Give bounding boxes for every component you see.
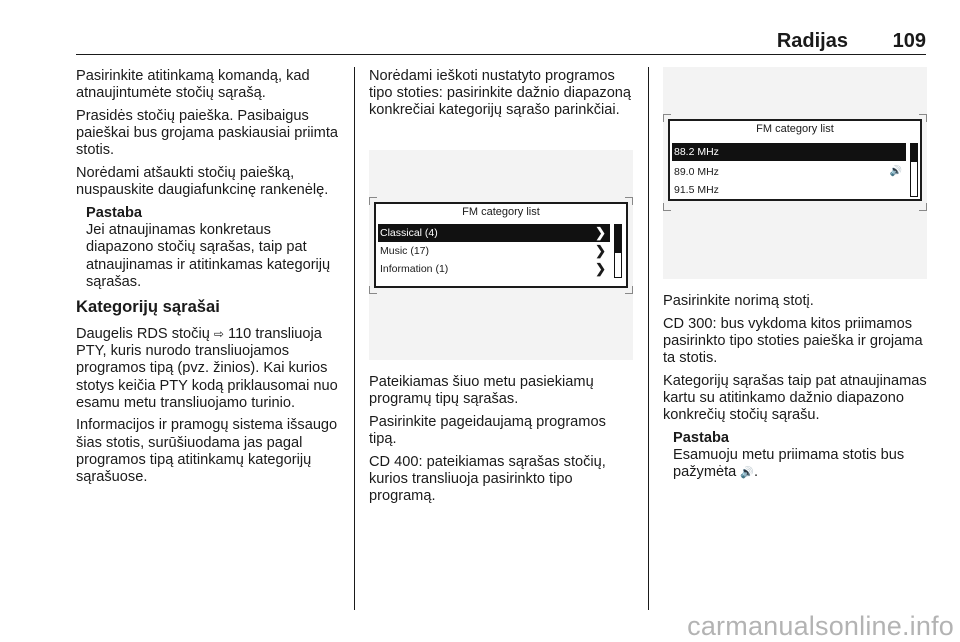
column-divider-1 <box>354 67 355 610</box>
speaker-icon: 🔊 <box>889 166 902 177</box>
list-item-label: Information (1) <box>380 263 449 275</box>
paragraph: Informacijos ir pramogų sistema išsaugo šias stotis, surūšiuodama jas pagal programos tipą atitinkamų kategorijų sąrašuose. <box>76 417 338 486</box>
paragraph: Pateikiamas šiuo metu pasiekiamų programų tipų sąrašas. <box>369 374 594 408</box>
note-box <box>76 205 342 291</box>
page-ref-link[interactable]: 110 <box>228 325 252 342</box>
chevron-right-icon: ❯ <box>595 261 606 276</box>
paragraph: Pasirinkite pageidaujamą programos tipą. <box>369 413 606 448</box>
paragraph: Pasirinkite norimą stotį. <box>663 293 814 309</box>
watermark: carmanualsonline.info <box>687 611 954 641</box>
page-title: Radijas <box>776 30 848 52</box>
paragraph: Norėdami atšaukti stočių paiešką, nuspauskite daugiafunkcinę rankenėlę. <box>76 165 329 199</box>
chevron-right-icon: ❯ <box>595 243 606 258</box>
paragraph-text: transliuoja PTY, kuris nurodo transliuojamos programos tipą (pvz. žinios). Kai kurios stotys keičia PTY kodą priklausomai nuo esamu metu transliuojamo turinio. <box>76 325 338 411</box>
display-bezel <box>374 202 628 288</box>
header-rule <box>76 54 926 55</box>
list-item <box>378 224 610 242</box>
list-item-label: 88.2 MHz <box>674 146 719 158</box>
screen-title: FM category list <box>462 206 540 218</box>
note-box <box>663 430 929 483</box>
chevron-right-icon: ❯ <box>595 225 606 240</box>
note-title: Pastaba <box>673 429 729 446</box>
page-ref-arrow-icon: ⇨ <box>213 326 224 341</box>
paragraph: CD 400: pateikiamas sąrašas stočių, kurios transliuoja pasirinkto tipo programą. <box>369 453 606 505</box>
scrollbar-thumb <box>615 225 621 253</box>
list-item-label: 91.5 MHz <box>674 184 719 196</box>
list-item <box>378 242 610 260</box>
paragraph: CD 300: bus vykdoma kitos priimamos pasirinkto tipo stoties paieška ir grojama ta stotis. <box>663 315 923 367</box>
column-2 <box>369 68 633 125</box>
page-number: 109 <box>892 30 926 52</box>
list-item <box>672 163 906 181</box>
category-list-screen-image <box>369 150 633 360</box>
paragraph: Norėdami ieškoti nustatyto programos tipo stoties: pasirinkite dažnio diapazoną konkrečiai kategorijų sąrašo parinkčiai. <box>369 68 632 119</box>
paragraph: Prasidės stočių paieška. Pasibaigus paieškai bus grojama paskiausiai priimta stotis. <box>76 107 339 159</box>
paragraph: Kategorijų sąrašas taip pat atnaujinamas kartu su atitinkamo dažnio diapazono konkrečių stočių sąrašu. <box>663 372 927 424</box>
paragraph <box>76 326 342 412</box>
list-item <box>672 143 906 161</box>
station-list-screen-image <box>663 67 927 279</box>
column-3 <box>663 293 929 489</box>
list-item <box>672 181 906 199</box>
screen-title: FM category list <box>756 123 834 135</box>
display-bezel <box>668 119 922 201</box>
section-heading: Kategorijų sąrašai <box>76 296 220 316</box>
note-title: Pastaba <box>86 204 142 221</box>
list-item <box>378 260 610 278</box>
note-text: Jei atnaujinamas konkretaus diapazono stočių sąrašas, taip pat atnaujinamas ir atitinkamas kategorijų sąrašas. <box>86 222 331 290</box>
scrollbar <box>910 143 918 197</box>
column-1 <box>76 68 342 492</box>
list-item-label: 89.0 MHz <box>674 166 719 178</box>
note-text: Esamuoju metu priimama stotis bus pažymėta 🔊. <box>673 447 905 481</box>
column-2-lower <box>369 374 633 511</box>
paragraph-text: Daugelis RDS stočių <box>76 325 210 342</box>
scrollbar-thumb <box>911 144 917 162</box>
list-item-label: Classical (4) <box>380 227 438 239</box>
column-divider-2 <box>648 67 649 610</box>
scrollbar <box>614 224 622 278</box>
page-header <box>76 30 926 54</box>
list-item-label: Music (17) <box>380 245 430 257</box>
speaker-icon: 🔊 <box>740 467 755 480</box>
paragraph: Pasirinkite atitinkamą komandą, kad atnaujintumėte stočių sąrašą. <box>76 68 310 102</box>
